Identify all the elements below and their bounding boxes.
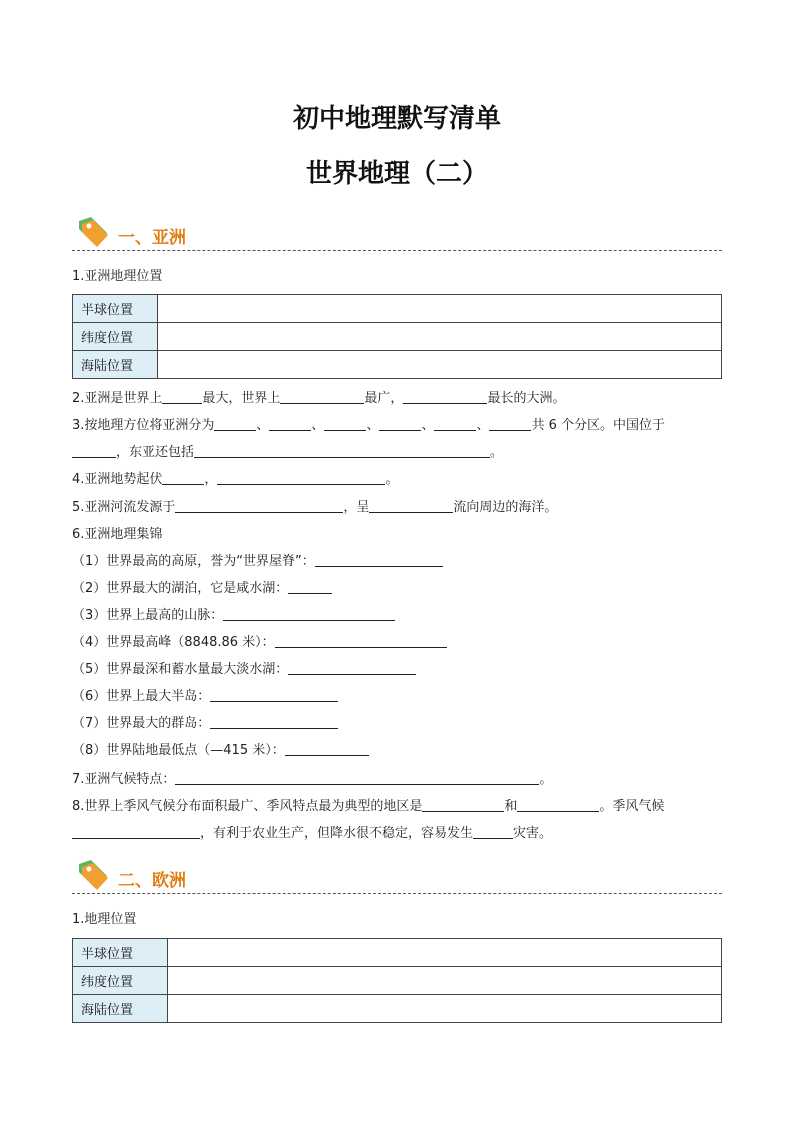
answer-blank[interactable] [210, 688, 338, 702]
table-key: 纬度位置 [73, 323, 158, 351]
answer-blank[interactable] [275, 634, 447, 648]
answer-blank[interactable] [72, 444, 116, 458]
answer-cell[interactable] [158, 323, 722, 351]
answer-cell[interactable] [168, 995, 722, 1023]
table-row [73, 967, 722, 995]
tag-icon [76, 858, 110, 892]
answer-cell[interactable] [158, 295, 722, 323]
question-2: 2.亚洲是世界上 最大，世界上 最广， 最长的大洲。 [72, 391, 566, 406]
list-item: （6）世界上最大半岛： [72, 688, 338, 706]
section-header-asia [72, 215, 722, 251]
table-key: 半球位置 [73, 295, 158, 323]
asia-position-table [72, 294, 722, 379]
answer-blank[interactable] [194, 444, 490, 458]
list-item: （2）世界最大的湖泊，它是咸水湖： [72, 580, 332, 598]
answer-blank[interactable] [72, 825, 200, 839]
question-6-title: 6.亚洲地理集锦 [72, 527, 163, 542]
question-1: 1.地理位置 [72, 912, 137, 927]
answer-blank[interactable] [214, 417, 256, 431]
question-8-cont: ，有利于农业生产，但降水很不稳定，容易发生 灾害。 [72, 825, 552, 843]
section-header-europe [72, 858, 722, 894]
question-3-cont: ，东亚还包括 。 [72, 444, 503, 462]
answer-blank[interactable] [517, 798, 599, 812]
question-3: 3.按地理方位将亚洲分为 、 、 、 、 、 共 6 个分区。中国位于 [72, 418, 666, 433]
answer-cell[interactable] [168, 967, 722, 995]
answer-cell[interactable] [168, 939, 722, 967]
table-key: 海陆位置 [73, 995, 168, 1023]
list-item: （4）世界最高峰（8848.86 米）： [72, 634, 447, 652]
page-subtitle: 世界地理（二） [305, 159, 488, 189]
question-7: 7.亚洲气候特点： 。 [72, 772, 553, 787]
list-item: （3）世界上最高的山脉： [72, 607, 395, 625]
answer-blank[interactable] [217, 471, 385, 485]
answer-blank[interactable] [324, 417, 366, 431]
answer-blank[interactable] [369, 499, 453, 513]
question-5: 5.亚洲河流发源于 ，呈 流向周边的海洋。 [72, 500, 558, 515]
answer-blank[interactable] [288, 580, 332, 594]
answer-blank[interactable] [175, 499, 343, 513]
answer-blank[interactable] [162, 390, 202, 404]
answer-blank[interactable] [434, 417, 476, 431]
answer-blank[interactable] [223, 607, 395, 621]
answer-blank[interactable] [379, 417, 421, 431]
list-item: （8）世界陆地最低点（—415 米）： [72, 742, 369, 760]
table-row [73, 323, 722, 351]
page-title: 初中地理默写清单 [292, 104, 501, 134]
table-key: 海陆位置 [73, 351, 158, 379]
question-4: 4.亚洲地势起伏 ， 。 [72, 472, 399, 487]
answer-blank[interactable] [473, 825, 513, 839]
answer-blank[interactable] [210, 715, 338, 729]
table-row [73, 351, 722, 379]
answer-blank[interactable] [285, 742, 369, 756]
dashed-divider [72, 893, 722, 894]
question-1: 1.亚洲地理位置 [72, 269, 163, 284]
table-row [73, 939, 722, 967]
answer-cell[interactable] [158, 351, 722, 379]
answer-blank[interactable] [280, 390, 364, 404]
answer-blank[interactable] [288, 661, 416, 675]
table-row [73, 295, 722, 323]
answer-blank[interactable] [175, 771, 539, 785]
section-title: 一、亚洲 [118, 228, 186, 248]
answer-blank[interactable] [403, 390, 487, 404]
answer-blank[interactable] [269, 417, 311, 431]
answer-blank[interactable] [489, 417, 531, 431]
question-8: 8.世界上季风气候分布面积最广、季风特点最为典型的地区是 和 。季风气候 [72, 799, 665, 814]
answer-blank[interactable] [162, 471, 204, 485]
answer-blank[interactable] [315, 553, 443, 567]
list-item: （5）世界最深和蓄水量最大淡水湖： [72, 661, 416, 679]
europe-position-table [72, 938, 722, 1023]
tag-icon [76, 215, 110, 249]
table-key: 半球位置 [73, 939, 168, 967]
dashed-divider [72, 250, 722, 251]
list-item: （1）世界最高的高原，誉为“世界屋脊”： [72, 553, 443, 571]
answer-blank[interactable] [422, 798, 504, 812]
list-item: （7）世界最大的群岛： [72, 715, 338, 733]
table-row [73, 995, 722, 1023]
table-key: 纬度位置 [73, 967, 168, 995]
section-title: 二、欧洲 [118, 871, 186, 891]
